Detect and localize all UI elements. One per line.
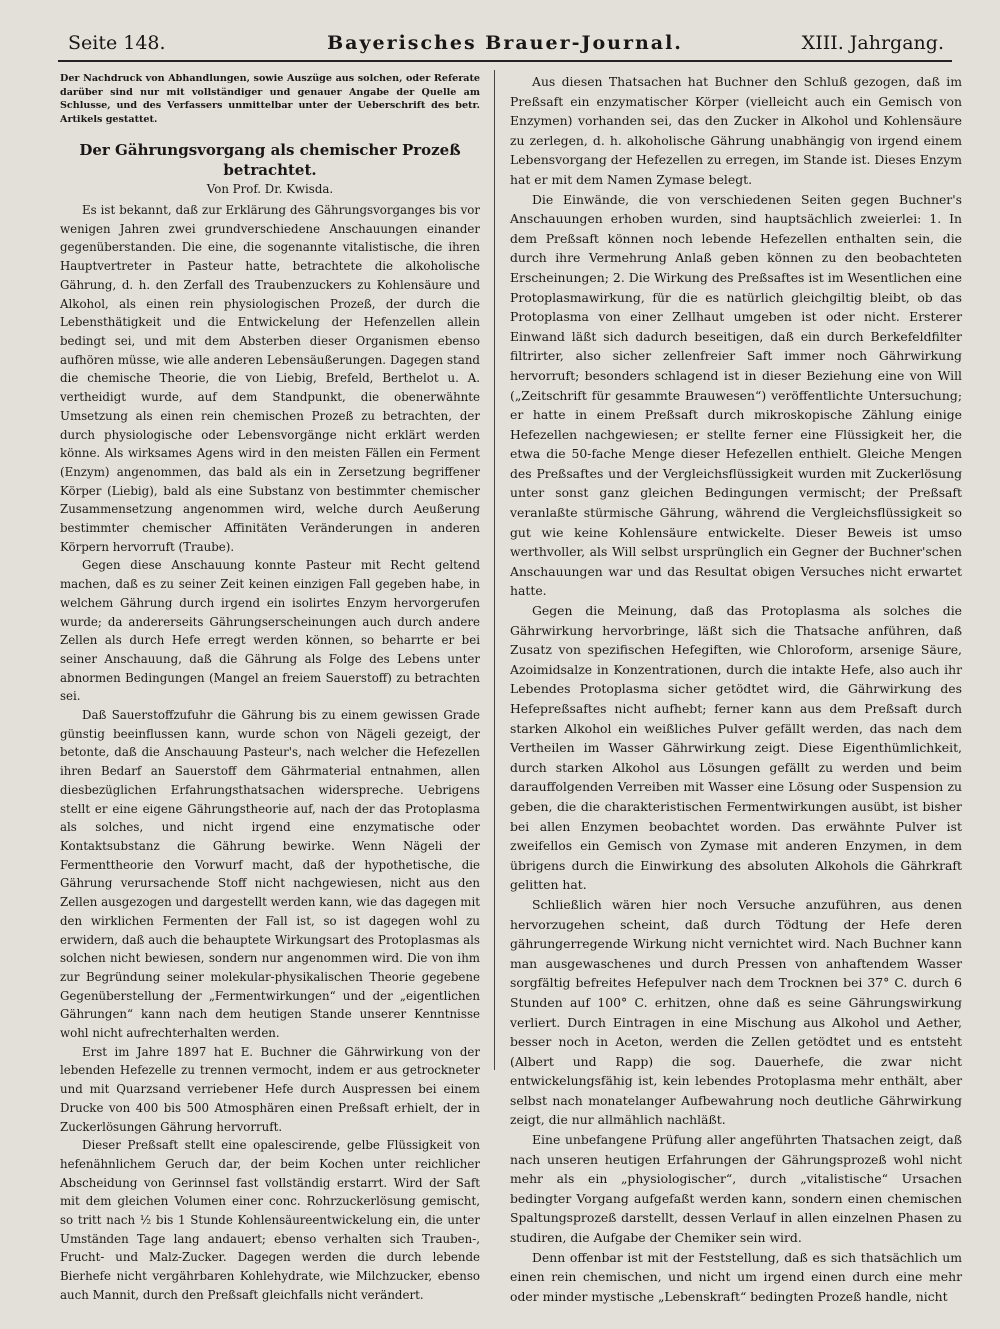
volume-label: XIII. Jahrgang.	[801, 32, 944, 54]
paragraph: Daß Sauerstoffzufuhr die Gährung bis zu einem gewissen Grade günstig beeinflussen kann, wurde schon von Nägeli gezeigt, der betonte, daß die Anschauung Pasteur's, nach welcher die Hefezellen ihren Bedarf an Sauerstoff dem Gährmaterial entnahmen, allen diesbezüglichen Erfahrungsthatsachen widerspreche. Uebrigens stellt er eine eigene Gährungstheorie auf, nach der das Protoplasma als solches, und nicht irgend eine enzymatische oder Kontaktsubstanz die Gährung bewirke. Wenn Nägeli der Fermenttheorie den Vorwurf macht, daß der hypothetische, die Gährung verursachende Stoff nicht nachgewiesen, nicht aus den Zellen ausgezogen und dargestellt werden kann, wie das dagegen mit den wirklichen Fermenten der Fall ist, so ist dagegen wohl zu erwidern, daß auch die behauptete Wirkungsart des Protoplasmas als solchen nicht bewiesen, sondern nur angenommen wird. Die von ihm zur Begründung seiner molekular-physikalischen Theorie gegebene Gegenüberstellung der „Fermentwirkungen“ und der „eigentlichen Gährungen“ kann nach dem heutigen Stande unserer Kenntnisse wohl nicht aufrechterhalten werden.	[60, 708, 480, 1041]
paragraph: Denn offenbar ist mit der Feststellung, daß es sich thatsächlich um einen rein chemischen, und nicht um irgend einen durch eine mehr oder minder mystische „Lebenskraft“ bedingten Prozeß handle, nicht	[510, 1249, 962, 1304]
page-header	[58, 30, 952, 62]
paragraph: Eine unbefangene Prüfung aller angeführten Thatsachen zeigt, daß nach unseren heutigen Erfahrungen der Gährungsprozeß wohl nicht mehr als ein „physiologischer“, durch „vitalistische“ Ursachen bedingter Vorgang aufgefaßt werden kann, sondern einen chemischen Spaltungsprozeß darstellt, dessen Verlauf in allen einzelnen Phasen zu studiren, die Aufgabe der Chemiker sein wird.	[510, 1132, 962, 1246]
paragraph: Schließlich wären hier noch Versuche anzuführen, aus denen hervorzugehen scheint, daß durch Tödtung der Hefe deren gährungerregende Wirkung nicht vernichtet wird. Nach Buchner kann man ausgewaschenes und durch Pressen von anhaftendem Wasser sorgfältig befreites Hefepulver nach dem Trocknen bei 37° C. durch 6 Stunden auf 100° C. erhitzen, ohne daß es seine Gährungswirkung verliert. Durch Eintragen in eine Mischung aus Alkohol und Aether, besser noch in Aceton, werden die Zellen getödtet und es entsteht (Albert und Rapp) die sog. Dauerhefe, die zwar nicht entwickelungsfähig ist, kein lebendes Protoplasma mehr enthält, aber selbst nach monatelanger Aufbewahrung noch deutliche Gährwirkung zeigt, die nur allmählich nachläßt.	[510, 896, 962, 1128]
paragraph: Gegen diese Anschauung konnte Pasteur mit Recht geltend machen, daß es zu seiner Zeit keinen einzigen Fall gegeben habe, in welchem Gährung durch irgend ein isolirtes Enzym hervorgerufen wurde; da andererseits Gährungserscheinungen auch durch andere Zellen als durch Hefe erregt werden können, so beharrte er bei seiner Anschauung, daß die Gährung als Folge des Lebens unter abnormen Bedingungen (Mangel an freiem Sauerstoff) zu betrachten sei.	[60, 558, 480, 704]
paragraph: Die Einwände, die von verschiedenen Seiten gegen Buchner's Anschauungen erhoben wurden, sind hauptsächlich zweierlei: 1. In dem Preßsaft können noch lebende Hefezellen enthalten sein, die durch ihre Vermehrung Anlaß geben können zu den beobachteten Erscheinungen; 2. Die Wirkung des Preßsaftes ist im Wesentlichen eine Protoplasmawirkung, für die es natürlich gleichgiltig bleibt, ob das Protoplasma von einer Zellhaut umgeben ist oder nicht. Ersterer Einwand läßt sich dadurch beseitigen, daß ein durch Berkefeldfilter filtrirter, also sicher zellenfreier Saft immer noch Gährwirkung hervorruft; besonders schlagend ist in dieser Beziehung eine von Will („Zeitschrift für gesammte Brauwesen“) veröffentlichte Untersuchung; er hatte in einem Preßsaft durch mikroskopische Zählung einige Hefezellen nachgewiesen; er stellte ferner eine Flüssigkeit her, die etwa die 50-fache Menge dieser Hefezellen enthielt. Gleiche Mengen des Preßsaftes und der Vergleichsflüssigkeit wurden mit Zuckerlösung unter sonst ganz gleichen Bedingungen vermischt; der Preßsaft veranlaßte stürmische Gährung, während die Vergleichsflüssigkeit so gut wie keine Kohlensäure entwickelte. Dieser Beweis ist umso werthvoller, als Will selbst ursprünglich ein Gegner der Buchner'schen Anschauungen war und das Resultat obigen Versuches nicht erwartet hatte.	[510, 191, 962, 599]
article-author: Von Prof. Dr. Kwisda.	[206, 182, 334, 197]
paragraph: Aus diesen Thatsachen hat Buchner den Schluß gezogen, daß im Preßsaft ein enzymatischer Körper (vielleicht auch ein Gemisch von Enzymen) vorhanden sei, das den Zucker in Alkohol und Kohlensäure zu zerlegen, d. h. alkoholische Gährung unabhängig von irgend einem Lebensvorgang der Hefezellen zu erregen, im Stande ist. Dieses Enzym hat er mit dem Namen Zymase belegt.	[510, 74, 962, 187]
journal-title: Bayerisches Brauer-Journal.	[327, 32, 683, 54]
reprint-notice: Der Nachdruck von Abhandlungen, sowie Auszüge aus solchen, oder Referate darüber sind nur mit vollständiger und genauer Angabe der Quelle am Schlusse, und des Verfassers unmittelbar unter der Ueberschrift des betr. Artikels gestattet.	[60, 73, 480, 125]
article-title: Der Gährungsvorgang als chemischer Prozeß betrachtet.	[79, 141, 461, 180]
paragraph: Erst im Jahre 1897 hat E. Buchner die Gährwirkung von der lebenden Hefezelle zu trennen vermocht, indem er aus getrockneter und mit Quarzsand verriebener Hefe durch Auspressen bei einem Drucke von 400 bis 500 Atmosphären einen Preßsaft erhielt, der in Zuckerlösungen Gährung hervorruft.	[60, 1044, 480, 1134]
paragraph: Dieser Preßsaft stellt eine opalescirende, gelbe Flüssigkeit von hefenähnlichem Geruch dar, der beim Kochen unter reichlicher Abscheidung von Gerinnsel fast vollständig erstarrt. Wird der Saft mit dem gleichen Volumen einer conc. Rohrzuckerlösung gemischt, so tritt nach ½ bis 1 Stunde Kohlensäureentwickelung ein, die unter Umständen Tage lang andauert; ebenso verhalten sich Trauben-, Frucht- und Malz-Zucker. Dagegen werden die durch lebende Bierhefe nicht vergährbaren Kohlehydrate, wie Milchzucker, ebenso auch Mannit, durch den Preßsaft gleichfalls nicht verändert.	[60, 1138, 480, 1302]
column-divider	[494, 70, 495, 1070]
paragraph: Gegen die Meinung, daß das Protoplasma als solches die Gährwirkung hervorbringe, läßt sich die Thatsache anführen, daß Zusatz von spezifischen Hefegiften, wie Chloroform, arsenige Säure, Azoimidsalze in Konzentrationen, durch die intakte Hefe, also auch ihr Lebendes Protoplasma sicher getödtet wird, die Gährwirkung des Hefepreßsaftes nicht aufhebt; ferner kann aus dem Preßsaft durch starken Alkohol ein weißliches Pulver gefällt werden, das nach dem Vertheilen im Wasser Gährwirkung zeigt. Diese Eigenthümlichkeit, durch starken Alkohol aus Lösungen gefällt zu werden und beim darauffolgenden Verreiben mit Wasser eine Lösung oder Suspension zu geben, die die charakteristischen Fermentwirkungen ausübt, ist bisher bei allen Enzymen beobachtet worden. Das erwähnte Pulver ist zweifellos ein Gemisch von Zymase mit anderen Enzymen, in dem übrigens durch die Einwirkung des absoluten Alkohols die Gährkraft gelitten hat.	[510, 603, 962, 893]
left-column	[60, 72, 480, 1305]
page-number: Seite 148.	[68, 32, 166, 54]
right-column	[510, 72, 962, 1306]
paragraph: Es ist bekannt, daß zur Erklärung des Gährungsvorganges bis vor wenigen Jahren zwei grundverschiedene Anschauungen einander gegenüberstanden. Die eine, die sogenannte vitalistische, die ihren Hauptvertreter in Pasteur hatte, betrachtete die alkoholische Gährung, d. h. den Zerfall des Traubenzuckers zu Kohlensäure und Alkohol, als einen rein physiologischen Prozeß, der durch die Lebensthätigkeit und die Entwickelung der Hefenzellen allein bedingt sei, und mit dem Absterben dieser Organismen ebenso aufhören müsse, wie alle anderen Lebensäußerungen. Dagegen stand die chemische Theorie, die von Liebig, Brefeld, Berthelot u. A. vertheidigt wurde, auf dem Standpunkt, die obenerwähnte Umsetzung als einen rein chemischen Prozeß zu betrachten, der durch physiologische oder Lebensvorgänge nicht erklärt werden könne. Als wirksames Agens wird in den meisten Fällen ein Ferment (Enzym) angenommen, das bald als ein in Zersetzung begriffener Körper (Liebig), bald als eine Substanz von bestimmter chemischer Zusammensetzung angenommen wird, welche durch Aeußerung bestimmter chemischer Affinitäten Veränderungen in anderen Körpern hervorruft (Traube).	[60, 203, 480, 554]
